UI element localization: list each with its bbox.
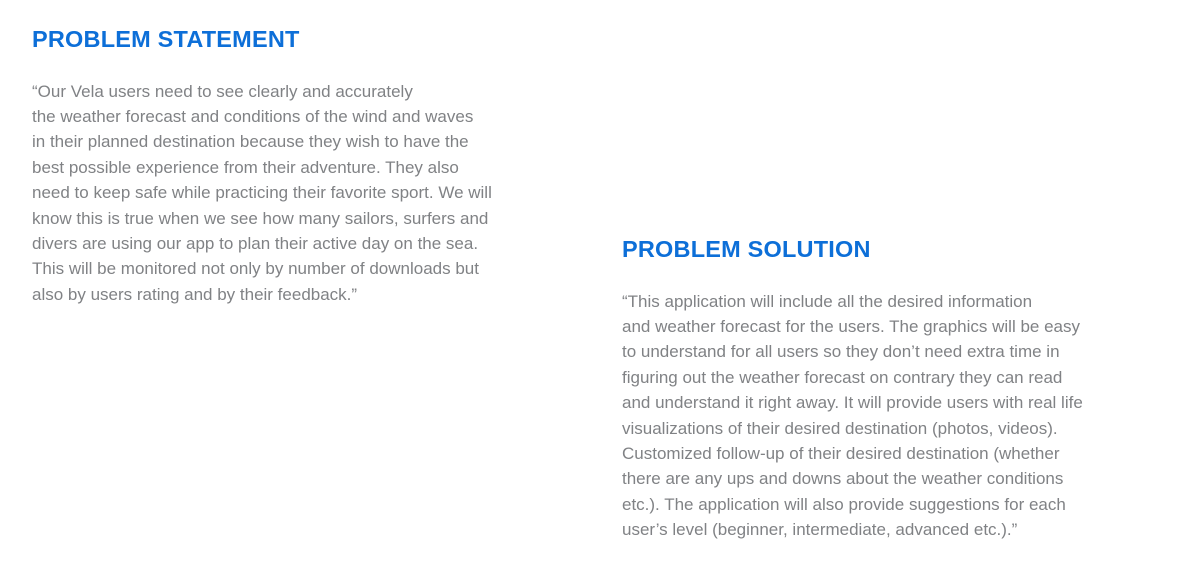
- body-line: visualizations of their desired destination (photos, videos).: [622, 418, 1058, 438]
- problem-statement-heading: PROBLEM STATEMENT: [32, 26, 300, 52]
- body-line: the weather forecast and conditions of the wind and waves: [32, 106, 474, 126]
- body-line: “Our Vela users need to see clearly and accurately: [32, 81, 413, 101]
- body-line: and understand it right away. It will provide users with real life: [622, 393, 1083, 413]
- body-line: This will be monitored not only by number of downloads but: [32, 259, 479, 279]
- body-line: need to keep safe while practicing their favorite sport. We will: [32, 183, 492, 203]
- body-line: know this is true when we see how many sailors, surfers and: [32, 208, 489, 228]
- problem-solution-heading: PROBLEM SOLUTION: [622, 236, 871, 262]
- body-line: best possible experience from their adventure. They also: [32, 157, 459, 177]
- body-line: also by users rating and by their feedback.”: [32, 284, 358, 304]
- body-line: etc.). The application will also provide suggestions for each: [622, 494, 1066, 514]
- body-line: “This application will include all the desired information: [622, 291, 1033, 311]
- body-line: Customized follow-up of their desired destination (whether: [622, 443, 1060, 463]
- body-line: user’s level (beginner, intermediate, advanced etc.).”: [622, 520, 1018, 540]
- problem-statement-section: [32, 28, 562, 307]
- problem-solution-section: [622, 238, 1152, 543]
- problem-solution-body: [622, 289, 1152, 543]
- body-line: to understand for all users so they don’t need extra time in: [622, 342, 1060, 362]
- body-line: and weather forecast for the users. The graphics will be easy: [622, 316, 1080, 336]
- body-line: figuring out the weather forecast on contrary they can read: [622, 367, 1063, 387]
- body-line: divers are using our app to plan their active day on the sea.: [32, 233, 479, 253]
- problem-statement-body: [32, 79, 562, 308]
- body-line: in their planned destination because they wish to have the: [32, 132, 469, 152]
- body-line: there are any ups and downs about the weather conditions: [622, 469, 1064, 489]
